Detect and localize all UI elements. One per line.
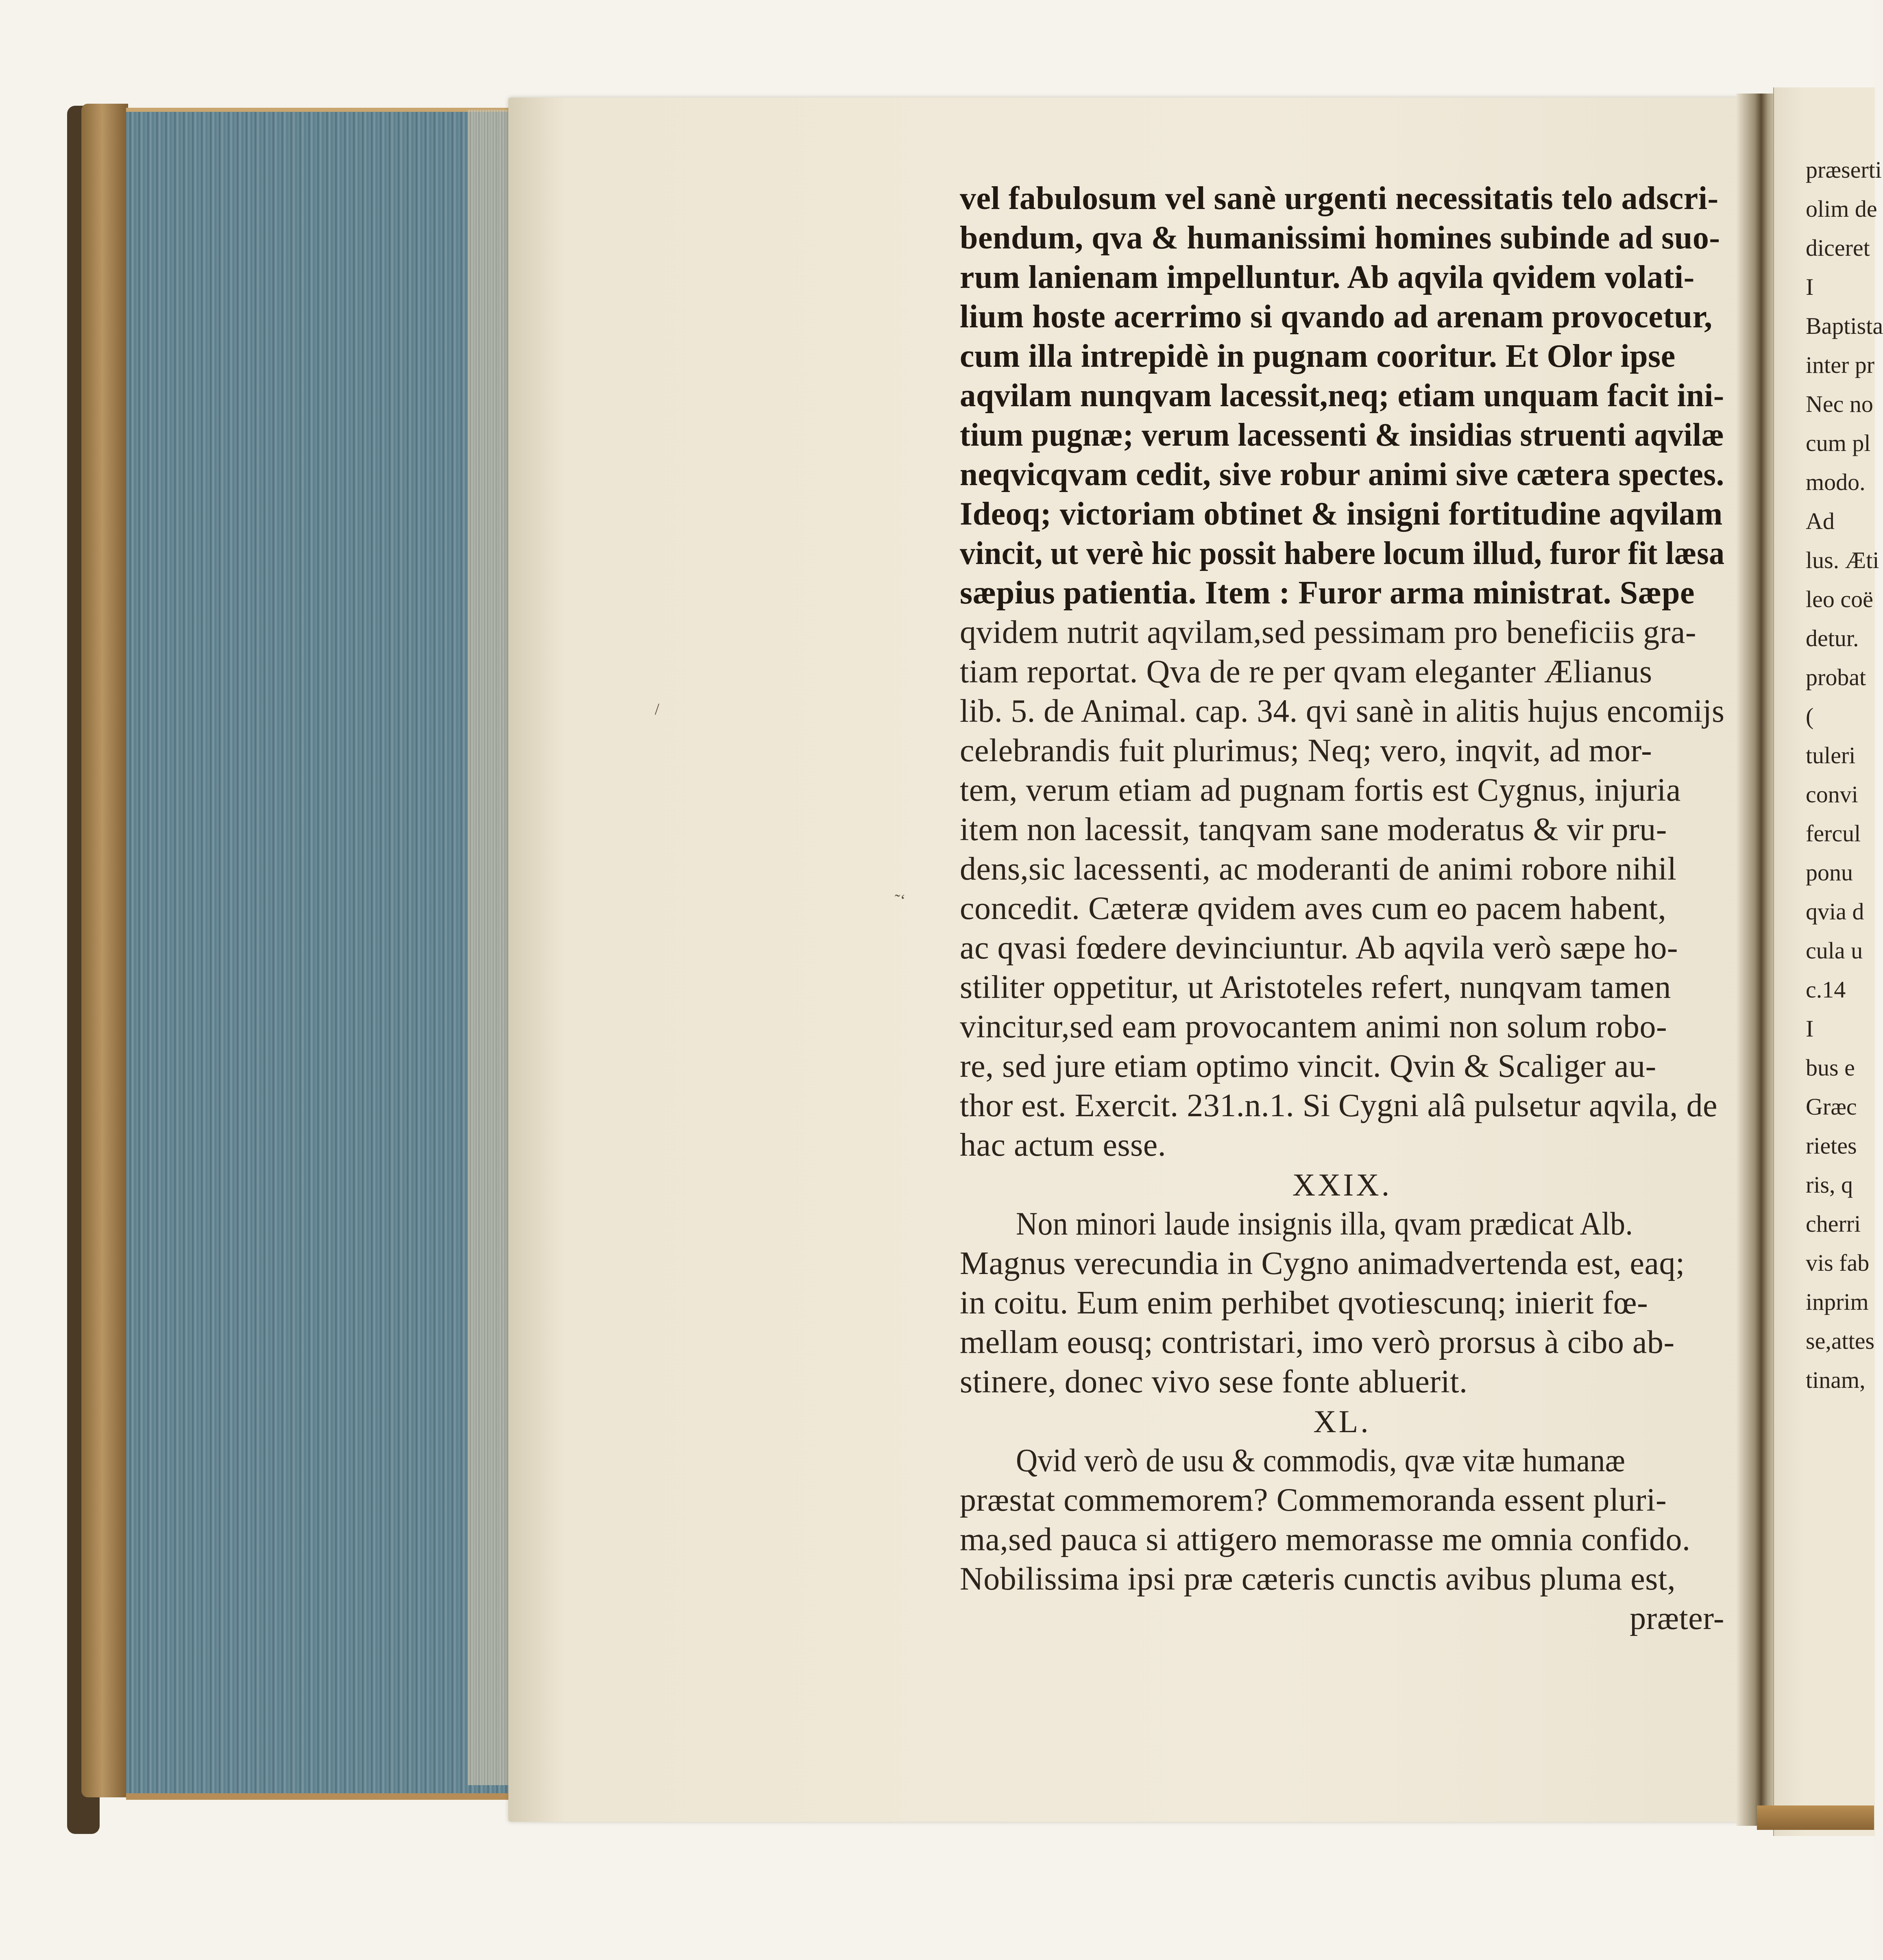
- text-line: Magnus verecundia in Cygno animadvertenda est, eaq;: [960, 1246, 1685, 1281]
- facing-page-line: probat: [1806, 664, 1866, 690]
- text-line: in coitu. Eum enim perhibet qvotiescunq; inierit fœ-: [960, 1285, 1648, 1321]
- facing-page-line: I: [1806, 1015, 1814, 1042]
- facing-page-line: bus e: [1806, 1054, 1855, 1081]
- text-line: re, sed jure etiam optimo vincit. Qvin & Scaliger au-: [960, 1048, 1656, 1084]
- section-heading: XL.: [1313, 1404, 1371, 1439]
- text-line: vincit, ut verè hic possit habere locum illud, furor fit læsa: [960, 536, 1725, 571]
- facing-page-line: tuleri: [1806, 742, 1856, 769]
- facing-page-line: cherri: [1806, 1211, 1861, 1237]
- facing-page-line: diceret: [1806, 235, 1870, 261]
- facing-page-line: vis fab: [1806, 1250, 1870, 1276]
- facing-page-line: leo coë: [1806, 586, 1873, 612]
- facing-page-line: fercul: [1806, 820, 1861, 847]
- text-line: tium pugnæ; verum lacessenti & insidias struenti aqvilæ: [960, 417, 1724, 453]
- text-line: ac qvasi fœdere devinciuntur. Ab aqvila verò sæpe ho-: [960, 930, 1678, 966]
- facing-page-line: c.14: [1806, 976, 1846, 1003]
- section-heading: XXIX.: [1292, 1167, 1392, 1202]
- facing-page-line: inter pr: [1806, 352, 1875, 378]
- facing-page-line: modo.: [1806, 469, 1866, 495]
- facing-page-line: ponu: [1806, 859, 1853, 886]
- facing-page-line: Baptista: [1806, 313, 1883, 339]
- facing-page-line: inprim: [1806, 1289, 1869, 1315]
- text-line: concedit. Cæteræ qvidem aves cum eo pacem habent,: [960, 891, 1667, 926]
- text-line: stiliter oppetitur, ut Aristoteles refert, nunqvam tamen: [960, 969, 1671, 1005]
- paragraph-1: [960, 179, 1724, 1165]
- text-line: ma,sed pauca si attigero memorasse me omnia confido.: [960, 1522, 1691, 1557]
- facing-page-line: cum pl: [1806, 430, 1871, 456]
- text-line: lib. 5. de Animal. cap. 34. qvi sanè in alitis hujus encomijs: [960, 693, 1725, 729]
- facing-page-line: præserti: [1806, 157, 1882, 183]
- text-line: Non minori laude insignis illa, qvam prædicat Alb.: [1016, 1206, 1633, 1242]
- text-line: tiam reportat. Qva de re per qvam eleganter Ælianus: [960, 654, 1652, 690]
- text-line: vel fabulosum vel sanè urgenti necessitatis telo adscri-: [960, 181, 1719, 216]
- facing-page-line: lus. Æti: [1806, 547, 1879, 573]
- facing-page-line: detur.: [1806, 625, 1859, 651]
- text-line: aqvilam nunqvam lacessit,neq; etiam unquam facit ini-: [960, 378, 1724, 414]
- facing-page-line: se,attes: [1806, 1328, 1875, 1354]
- text-line: celebrandis fuit plurimus; Neq; vero, inqvit, ad mor-: [960, 733, 1652, 769]
- text-line: bendum, qva & humanissimi homines subinde ad suo-: [960, 220, 1720, 256]
- catchword: præter-: [1630, 1601, 1724, 1636]
- paragraph-2: [960, 1204, 1724, 1402]
- text-line: tem, verum etiam ad pugnam fortis est Cygnus, injuria: [960, 772, 1681, 808]
- facing-page-line: convi: [1806, 781, 1858, 808]
- facing-page-line: cula u: [1806, 937, 1863, 964]
- text-line: neqvicqvam cedit, sive robur animi sive cætera spectes.: [960, 457, 1724, 492]
- text-line: Ideoq; victoriam obtinet & insigni fortitudine aqvilam: [960, 496, 1723, 532]
- page-edges-highlight: [468, 110, 512, 1785]
- text-line: sæpius patientia. Item : Furor arma ministrat. Sæpe: [960, 575, 1695, 611]
- text-line: thor est. Exercit. 231.n.1. Si Cygni alâ pulsetur aqvila, de: [960, 1088, 1717, 1124]
- facing-page-line: Ad: [1806, 508, 1835, 534]
- facing-page-line: Nec no: [1806, 391, 1873, 417]
- text-line: mellam eousq; contristari, imo verò prorsus à cibo ab-: [960, 1324, 1675, 1360]
- text-line: cum illa intrepidè in pugnam cooritur. Et Olor ipse: [960, 338, 1676, 374]
- facing-page-text: [1806, 150, 1883, 1400]
- text-line: rum lanienam impelluntur. Ab aqvila qvidem volati-: [960, 259, 1695, 295]
- book-binding: [81, 104, 128, 1797]
- right-page-edge: [1757, 1805, 1874, 1830]
- text-line: Nobilissima ipsi præ cæteris cunctis avibus pluma est,: [960, 1561, 1676, 1597]
- text-line: stinere, donec vivo sese fonte abluerit.: [960, 1364, 1468, 1400]
- margin-mark: ˜ʻ: [895, 891, 906, 909]
- facing-page-line: (: [1806, 703, 1814, 730]
- text-line: qvidem nutrit aqvilam,sed pessimam pro beneficiis gra-: [960, 614, 1696, 650]
- page-edges: [126, 108, 512, 1800]
- facing-page-line: olim de: [1806, 196, 1877, 222]
- main-text: [960, 179, 1724, 1638]
- paragraph-3: [960, 1441, 1724, 1599]
- facing-page-line: Græc: [1806, 1093, 1857, 1120]
- margin-mark: /: [655, 700, 660, 718]
- text-line: præstat commemorem? Commemoranda essent pluri-: [960, 1482, 1667, 1518]
- facing-page-line: I: [1806, 274, 1814, 300]
- text-line: Qvid verò de usu & commodis, qvæ vitæ humanæ: [1016, 1443, 1626, 1479]
- text-line: dens,sic lacessenti, ac moderanti de animi robore nihil: [960, 851, 1677, 887]
- text-line: lium hoste acerrimo si qvando ad arenam provocetur,: [960, 299, 1713, 335]
- facing-page-line: ris, q: [1806, 1172, 1853, 1198]
- text-line: hac actum esse.: [960, 1127, 1166, 1163]
- text-line: vincitur,sed eam provocantem animi non solum robo-: [960, 1009, 1667, 1045]
- facing-page-line: qvia d: [1806, 898, 1864, 925]
- facing-page-line: tinam,: [1806, 1367, 1866, 1393]
- text-line: item non lacessit, tanqvam sane moderatus & vir pru-: [960, 812, 1667, 847]
- facing-page-line: rietes: [1806, 1132, 1857, 1159]
